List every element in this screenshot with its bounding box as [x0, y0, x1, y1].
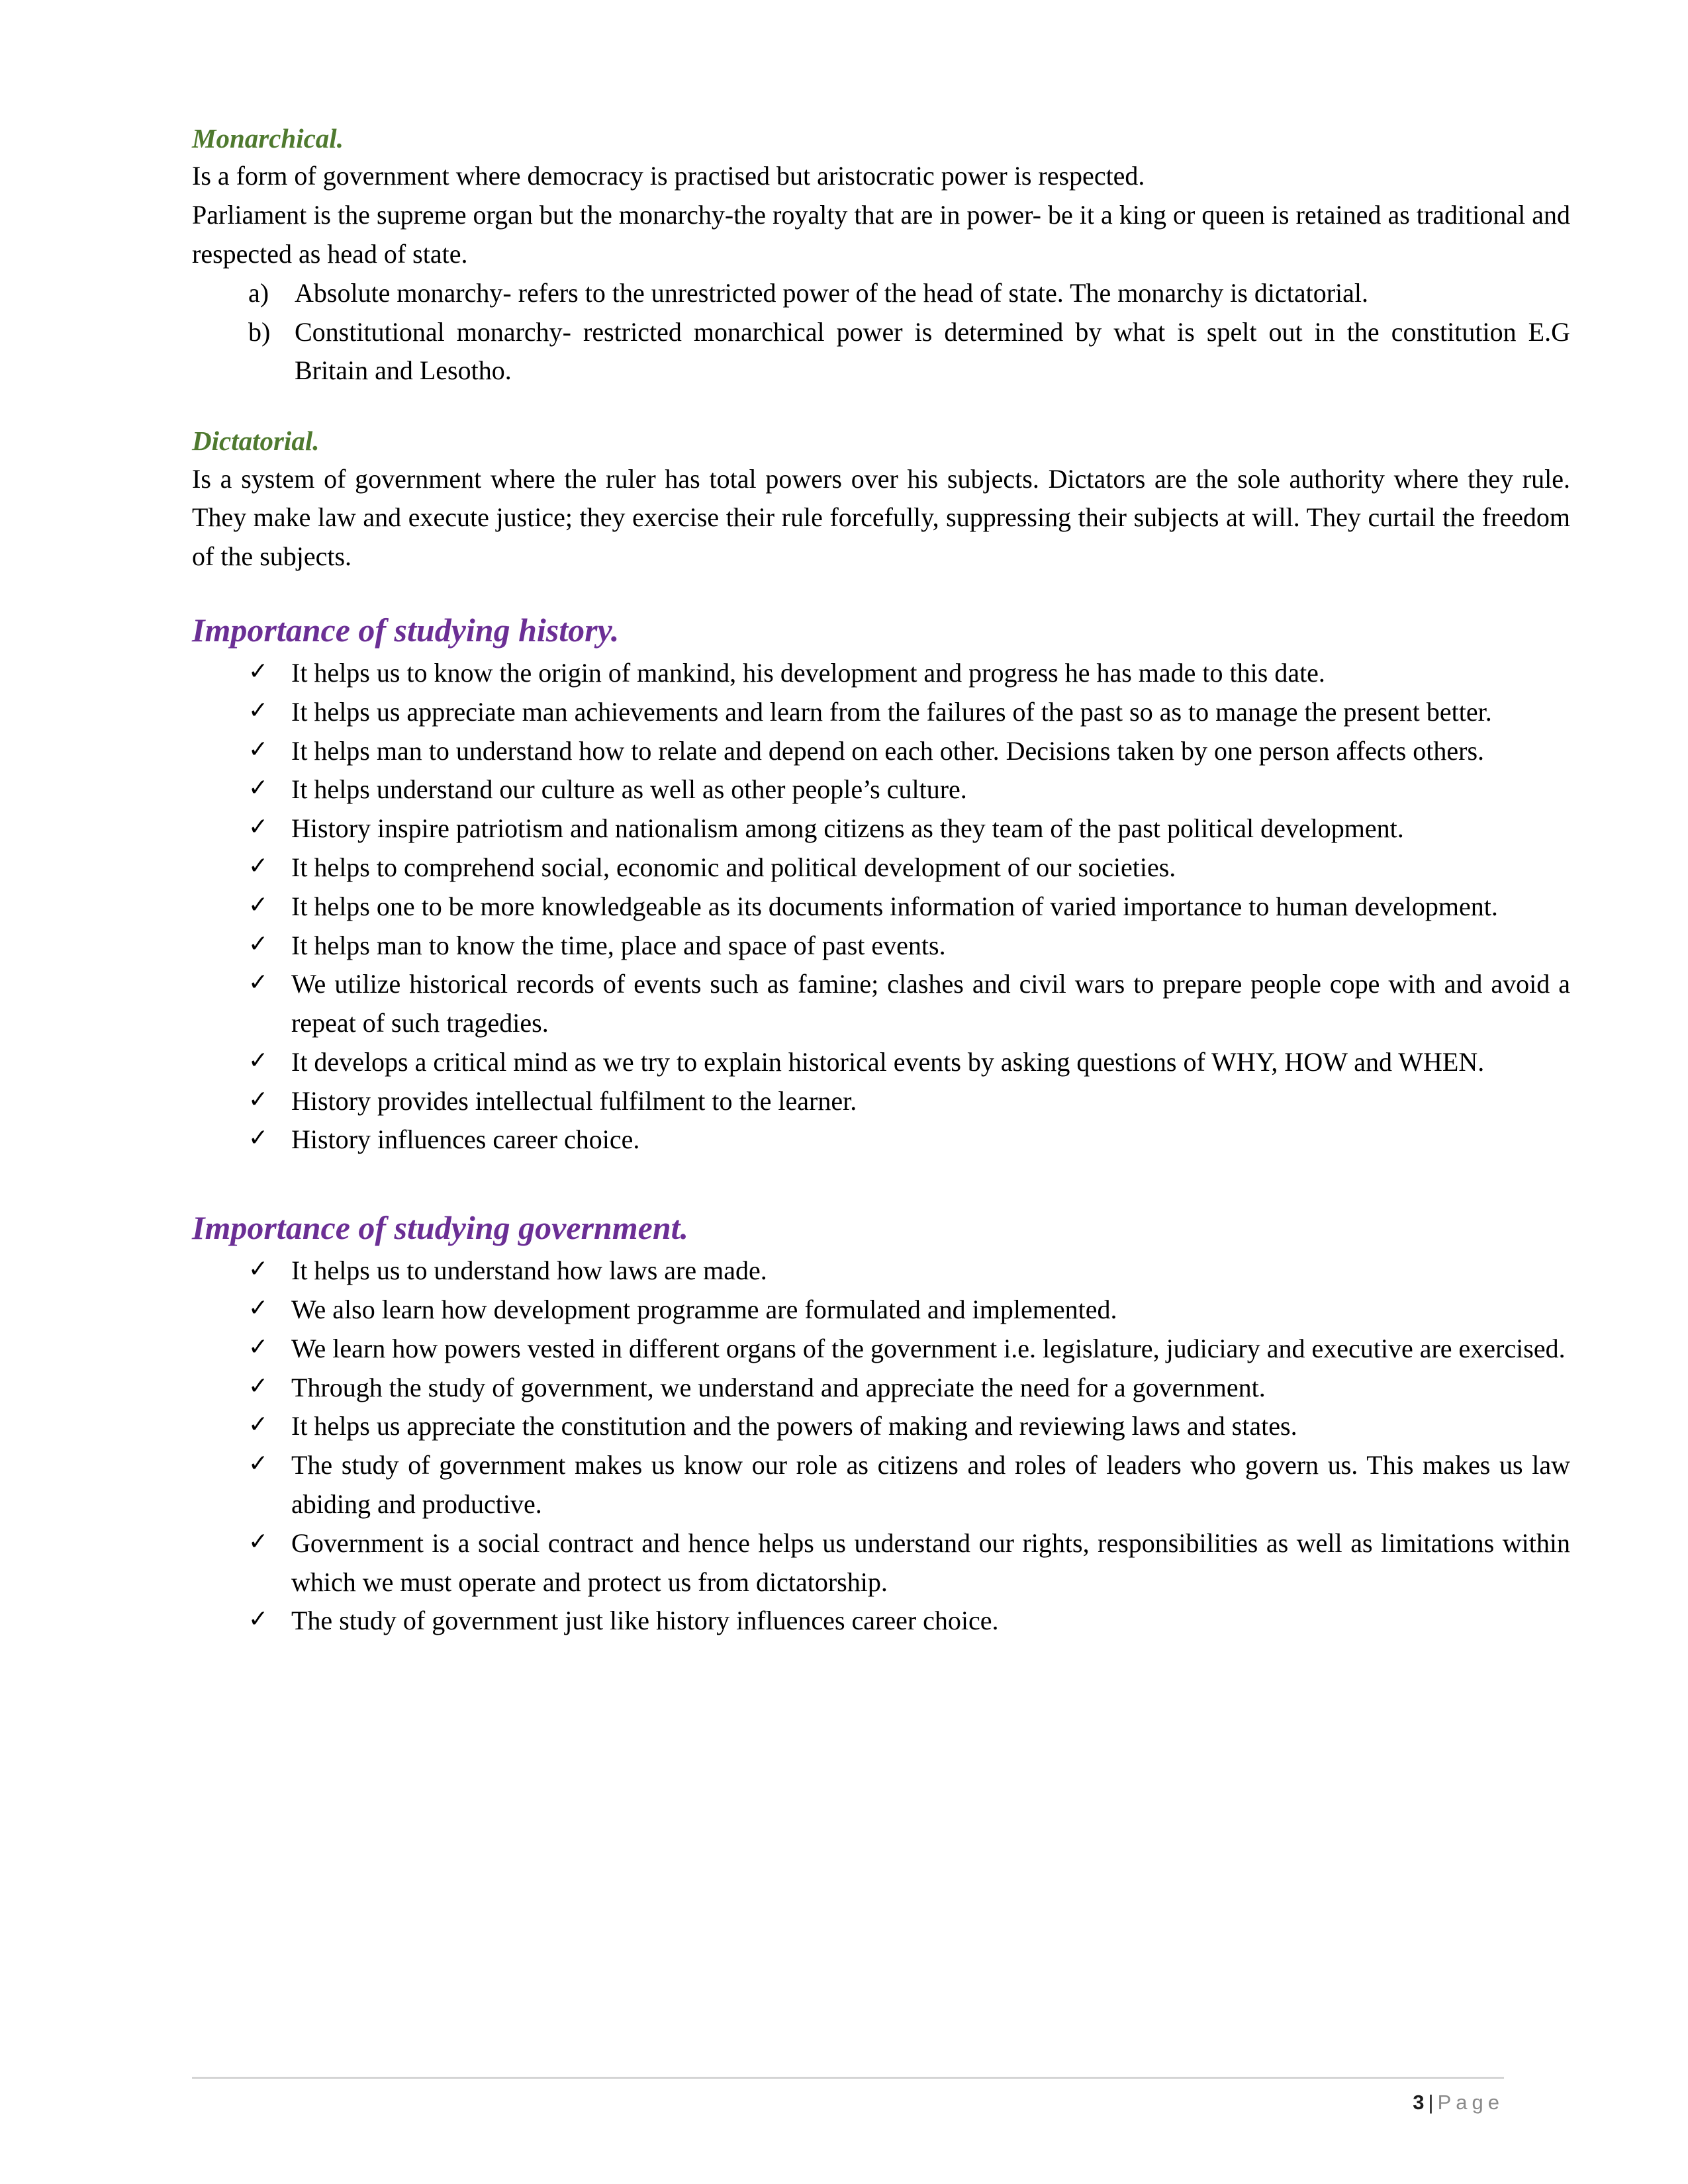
list-item-text: Constitutional monarchy- restricted monarchical power is determined by what is spelt out in the constitution E.G Britain and Lesotho.	[295, 316, 1570, 386]
check-icon: ✓	[248, 735, 269, 763]
section-spacer	[192, 576, 1570, 611]
check-icon: ✓	[248, 1450, 269, 1478]
list-item	[192, 1602, 1570, 1641]
check-icon: ✓	[248, 657, 269, 685]
list-item-text: We learn how powers vested in different organs of the government i.e. legislature, judiciary and executive are exercised.	[291, 1333, 1566, 1363]
list-item	[192, 1120, 1570, 1160]
list-item	[192, 1446, 1570, 1524]
section-dictatorial	[192, 425, 1570, 576]
check-icon: ✓	[248, 1255, 269, 1283]
section-heading-importance-history: Importance of studying history.	[192, 611, 620, 649]
list-item-text: It helps man to know the time, place and space of past events.	[291, 930, 946, 960]
list-item	[192, 1407, 1570, 1446]
list-item	[192, 770, 1570, 809]
list-item	[192, 887, 1570, 927]
list-item	[192, 809, 1570, 848]
list-item-text: It helps understand our culture as well as other people’s culture.	[291, 774, 967, 805]
list-item	[192, 1043, 1570, 1082]
check-icon: ✓	[248, 1046, 269, 1074]
list-item	[192, 848, 1570, 887]
list-item-text: Absolute monarchy- refers to the unrestricted power of the head of state. The monarchy is dictatorial.	[295, 277, 1369, 308]
section-spacer	[192, 390, 1570, 425]
page-content	[192, 122, 1570, 1641]
list-item-text: It helps us to understand how laws are made.	[291, 1255, 767, 1286]
list-item-text: We also learn how development programme are formulated and implemented.	[291, 1295, 1117, 1325]
page-footer	[192, 2077, 1504, 2115]
list-item	[192, 927, 1570, 966]
alpha-list-monarchy-types	[192, 274, 1570, 390]
section-spacer	[192, 1160, 1570, 1208]
section-heading-monarchical: Monarchical.	[192, 123, 344, 154]
list-item-text: It helps us to know the origin of mankind, his development and progress he has made to this date.	[291, 657, 1325, 688]
check-icon: ✓	[248, 852, 269, 880]
section-heading-importance-government: Importance of studying government.	[192, 1209, 689, 1247]
list-item-text: The study of government just like history influences career choice.	[291, 1606, 999, 1636]
list-marker-a: a)	[248, 277, 269, 308]
list-item	[192, 1524, 1570, 1602]
check-icon: ✓	[248, 696, 269, 724]
list-item-text: We utilize historical records of events such as famine; clashes and civil wars to prepare people cope with and avoid a repeat of such tragedies.	[291, 969, 1570, 1038]
section-monarchical	[192, 122, 1570, 390]
check-icon: ✓	[248, 930, 269, 958]
check-list-history-importance	[192, 654, 1570, 1160]
section-heading-dictatorial: Dictatorial.	[192, 426, 320, 457]
list-item-text: History provides intellectual fulfilment to the learner.	[291, 1085, 857, 1116]
list-item	[192, 1291, 1570, 1330]
list-item	[192, 1330, 1570, 1369]
section-importance-government	[192, 1208, 1570, 1641]
paragraph-dictatorial-1: Is a system of government where the ruler has total powers over his subjects. Dictators are the sole authority where they rule. They make law and execute justice; they exercise their rule forcefully, suppressing their subjects at will. They curtail the freedom of the subjects.	[192, 463, 1570, 572]
list-item-text: It helps us appreciate the constitution and the powers of making and reviewing laws and states.	[291, 1411, 1297, 1441]
paragraph-monarchical-2: Parliament is the supreme organ but the monarchy-the royalty that are in power- be it a king or queen is retained as traditional and respected as head of state.	[192, 200, 1570, 269]
check-icon: ✓	[248, 1333, 269, 1361]
footer-divider	[192, 2077, 1504, 2079]
paragraph-monarchical-1: Is a form of government where democracy is practised but aristocratic power is respected.	[192, 161, 1145, 191]
list-item-text: It helps us appreciate man achievements and learn from the failures of the past so as to manage the present better.	[291, 696, 1492, 727]
list-item	[192, 1082, 1570, 1121]
list-item-text: The study of government makes us know our role as citizens and roles of leaders who govern us. This makes us law abiding and productive.	[291, 1450, 1570, 1520]
list-item	[192, 274, 1570, 313]
list-item	[192, 654, 1570, 693]
list-marker-b: b)	[248, 316, 271, 347]
section-importance-history	[192, 611, 1570, 1160]
check-icon: ✓	[248, 813, 269, 841]
list-item	[192, 1369, 1570, 1408]
footer-page-label: Page	[1437, 2091, 1504, 2114]
check-icon: ✓	[248, 1411, 269, 1439]
list-item-text: It helps one to be more knowledgeable as its documents information of varied importance to human development.	[291, 891, 1498, 921]
list-item-text: Government is a social contract and hence helps us understand our rights, responsibilities as well as limitations within which we must operate and protect us from dictatorship.	[291, 1527, 1570, 1597]
list-item	[192, 732, 1570, 771]
check-icon: ✓	[248, 1124, 269, 1152]
list-item	[192, 965, 1570, 1043]
check-icon: ✓	[248, 1527, 269, 1555]
check-icon: ✓	[248, 891, 269, 919]
list-item-text: It develops a critical mind as we try to explain historical events by asking questions of WHY, HOW and WHEN.	[291, 1046, 1485, 1077]
list-item-text: History inspire patriotism and nationalism among citizens as they team of the past political development.	[291, 813, 1404, 844]
check-icon: ✓	[248, 969, 269, 997]
check-icon: ✓	[248, 1372, 269, 1400]
check-list-government-importance	[192, 1251, 1570, 1641]
list-item-text: History influences career choice.	[291, 1124, 640, 1155]
check-icon: ✓	[248, 1085, 269, 1113]
list-item-text: It helps man to understand how to relate and depend on each other. Decisions taken by one person affects others.	[291, 735, 1485, 766]
list-item	[192, 693, 1570, 732]
footer-separator: |	[1428, 2091, 1434, 2114]
list-item-text: Through the study of government, we understand and appreciate the need for a government.	[291, 1372, 1266, 1402]
check-icon: ✓	[248, 1295, 269, 1322]
list-item	[192, 313, 1570, 391]
footer-page-indicator	[192, 2091, 1504, 2115]
footer-page-number: 3	[1413, 2091, 1425, 2114]
list-item	[192, 1251, 1570, 1291]
list-item-text: It helps to comprehend social, economic and political development of our societies.	[291, 852, 1176, 882]
check-icon: ✓	[248, 1606, 269, 1633]
check-icon: ✓	[248, 774, 269, 802]
